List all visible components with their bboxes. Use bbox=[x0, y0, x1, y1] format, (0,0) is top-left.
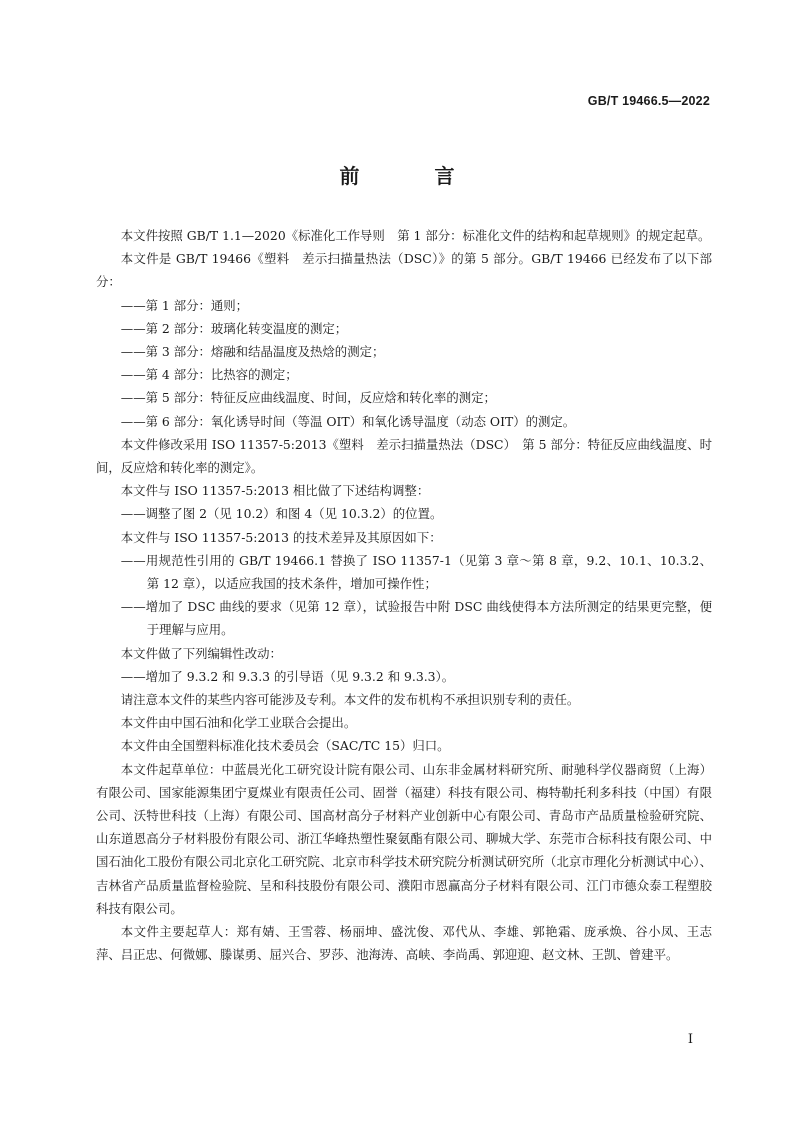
page-title: 前 言 bbox=[339, 164, 489, 188]
list-item: ——增加了 DSC 曲线的要求（见第 12 章），试验报告中附 DSC 曲线使得本方法所测定的结果更完整，便于理解与应用。 bbox=[120, 599, 712, 638]
paragraph: 本文件起草单位：中蓝晨光化工研究设计院有限公司、山东非金属材料研究所、耐驰科学仪器商贸（上海）有限公司、国家能源集团宁夏煤业有限责任公司、固誉（福建）科技有限公司、梅特勒托利多科技（中国）有限公司、沃特世科技（上海）有限公司、国高材高分子材料产业创新中心有限公司、青岛市产品质量检验研究院、山东道恩高分子材料股份有限公司、浙江华峰热塑性聚氨酯有限公司、聊城大学、东莞市合标科技有限公司、中国石油化工股份有限公司北京化工研究院、北京市科学技术研究院分析测试研究所（北京市理化分析测试中心）、吉林省产品质量监督检验院、呈和科技股份有限公司、濮阳市恩赢高分子材料有限公司、江门市德众泰工程塑胶科技有限公司。 bbox=[96, 761, 712, 916]
paragraph: 本文件与 ISO 11357-5:2013 的技术差异及其原因如下： bbox=[120, 529, 442, 545]
paragraph: 本文件由中国石油和化学工业联合会提出。 bbox=[120, 715, 357, 731]
paragraph: 本文件由全国塑料标准化技术委员会（SAC/TC 15）归口。 bbox=[120, 738, 450, 754]
list-item: ——增加了 9.3.2 和 9.3.3 的引导语（见 9.3.2 和 9.3.3）。 bbox=[120, 668, 455, 684]
list-item: ——第 3 部分：熔融和结晶温度及热焓的测定； bbox=[120, 344, 385, 360]
paragraph: 本文件做了下列编辑性改动： bbox=[120, 645, 282, 661]
list-item: ——第 2 部分：玻璃化转变温度的测定； bbox=[120, 320, 348, 336]
paragraph: 本文件修改采用 ISO 11357-5:2013《塑料 差示扫描量热法（DSC） 第 5 部分：特征反应曲线温度、时间，反应焓和转化率的测定》。 bbox=[96, 436, 712, 476]
list-item: ——第 1 部分：通则； bbox=[120, 297, 249, 313]
paragraph: 本文件与 ISO 11357-5:2013 相比做了下述结构调整： bbox=[120, 483, 430, 499]
paragraph: 本文件按照 GB/T 1.1—2020《标准化工作导则 第 1 部分：标准化文件的结构和起草规则》的规定起草。 bbox=[120, 228, 711, 243]
list-item: ——第 6 部分：氧化诱导时间（等温 OIT）和氧化诱导温度（动态 OIT）的测定。 bbox=[120, 413, 576, 429]
page-number: I bbox=[687, 1032, 693, 1047]
standard-number: GB/T 19466.5—2022 bbox=[587, 94, 710, 108]
list-item: ——第 5 部分：特征反应曲线温度、时间，反应焓和转化率的测定； bbox=[120, 390, 496, 406]
list-item: ——第 4 部分：比热容的测定； bbox=[120, 367, 298, 383]
paragraph: 本文件主要起草人：郑有婧、王雪蓉、杨丽坤、盛沈俊、邓代从、李雄、郭艳霜、庞承焕、谷小凤、王志萍、吕正忠、何微娜、滕谋勇、屈兴合、罗莎、池海涛、高峡、李尚禹、郭迎迎、赵文林、王凯、曾建平。 bbox=[96, 924, 712, 963]
list-item: ——调整了图 2（见 10.2）和图 4（见 10.3.2）的位置。 bbox=[120, 506, 443, 522]
paragraph: 本文件是 GB/T 19466《塑料 差示扫描量热法（DSC）》的第 5 部分。GB/T 19466 已经发布了以下部分： bbox=[96, 251, 712, 290]
list-item: ——用规范性引用的 GB/T 19466.1 替换了 ISO 11357-1（见第 3 章～第 8 章，9.2、10.1、10.3.2、第 12 章），以适应我国的技术条件，增加可操作性； bbox=[120, 552, 712, 592]
document-body bbox=[96, 224, 712, 967]
paragraph: 请注意本文件的某些内容可能涉及专利。本文件的发布机构不承担识别专利的责任。 bbox=[120, 692, 580, 708]
